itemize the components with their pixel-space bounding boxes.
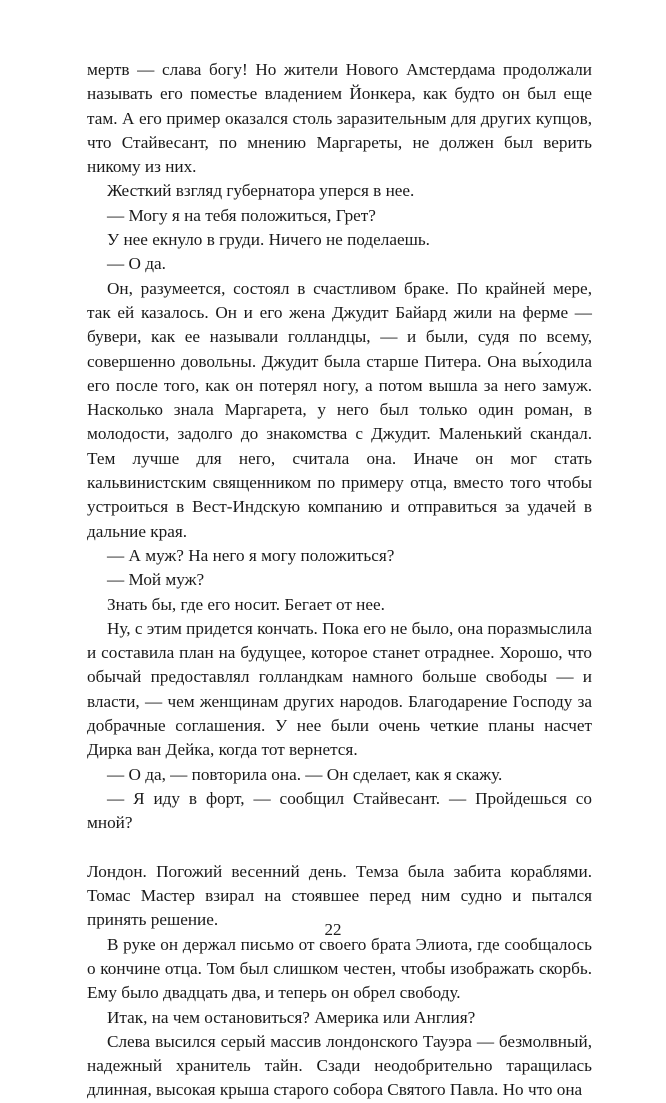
paragraph: мертв — слава богу! Но жители Нового Амстердама продолжали называть его поместье владением Йонкера, как будто он был еще там. А его пример оказался столь заразительным для других купцов, что Стайвесант, по мнению Маргареты, не должен был верить никому из них. [87, 60, 592, 177]
paragraph: Знать бы, где его носит. Бегает от нее. [107, 594, 385, 614]
paragraph: У нее екнуло в груди. Ничего не поделаешь. [107, 230, 430, 250]
dialogue-line: — Я иду в форт, — сообщил Стайвесант. — Пройдешься со мной? [87, 788, 592, 833]
body-text [87, 58, 592, 1103]
paragraph: Он, разумеется, состоял в счастливом браке. По крайней мере, так ей казалось. Он и его жена Джудит Байард жили на ферме — бувери, как ее называли голландцы, — и были, судя по всему, совершенно довольны. Джудит была старше Питера. Она вы́ходила его после того, как он потерял ногу, а потом вышла за него замуж. Насколько знала Маргарета, у него был только один роман, в молодости, задолго до знакомства с Джудит. Маленький скандал. Тем лучше для него, считала она. Иначе он мог стать кальвинистским священником по примеру отца, вместо того чтобы устроиться в Вест-Индскую компанию и отправиться за удачей в дальние края. [87, 278, 592, 541]
paragraph: Слева высился серый массив лондонского Тауэра — безмолвный, надежный хранитель тайн. Сзади неодобрительно таращилась длинная, высокая крыша старого собора Святого Павла. Но что она [87, 1031, 592, 1100]
dialogue-line: — Мой муж? [107, 570, 205, 590]
dialogue-line: — О да, — повторила она. — Он сделает, как я скажу. [107, 764, 503, 784]
page-number: 22 [324, 920, 342, 939]
paragraph: Жесткий взгляд губернатора уперся в нее. [107, 181, 415, 201]
paragraph: Лондон. Погожий весенний день. Темза была забита кораблями. Томас Мастер взирал на стоявшее перед ним судно и пытался принять решение. [87, 861, 592, 930]
paragraph: В руке он держал письмо от своего брата Элиота, где сообщалось о кончине отца. Том был слишком честен, чтобы изображать скорбь. Ему было двадцать два, и теперь он обрел свободу. [87, 934, 592, 1003]
dialogue-line: — А муж? На него я могу положиться? [107, 545, 395, 565]
paragraph: Ну, с этим придется кончать. Пока его не было, она поразмыслила и составила план на будущее, которое станет отраднее. Хорошо, что обычай предоставлял голландкам намного больше свободы — и власти, — чем женщинам других народов. Благодарение Господу за добрачные соглашения. У нее были очень четкие планы насчет Дирка ван Дейка, когда тот вернется. [87, 618, 592, 760]
paragraph: Итак, на чем остановиться? Америка или Англия? [107, 1007, 476, 1027]
section-break [87, 836, 592, 860]
dialogue-line: — Могу я на тебя положиться, Грет? [107, 205, 376, 225]
dialogue-line: — О да. [107, 254, 166, 274]
